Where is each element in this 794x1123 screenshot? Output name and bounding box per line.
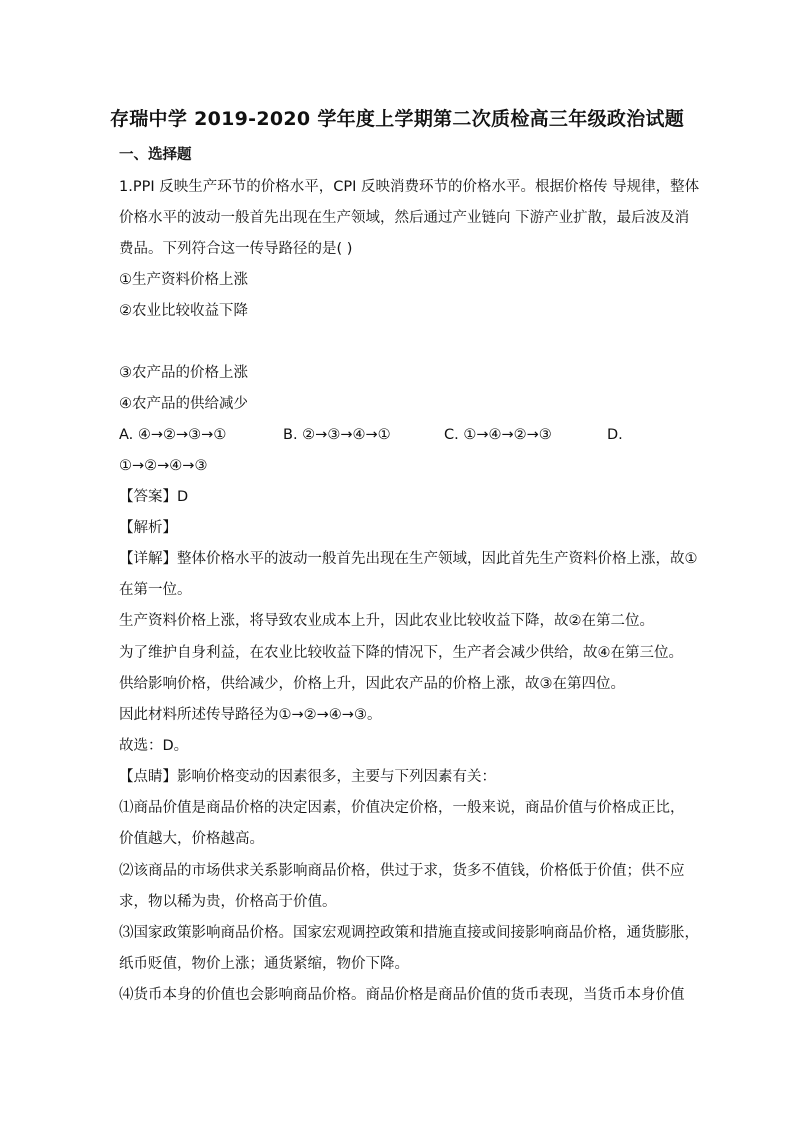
statement-3: ③农产品的价格上涨 [119,365,248,381]
detail-line-7: 故选：D。 [119,738,189,754]
comment-line-4: ⑵该商品的市场供求关系影响商品价格，供过于求，货多不值钱，价格低于价值；供不应 [119,863,685,879]
option-b: B. ②→③→④→① [283,427,391,443]
comment-line-3: 价值越大，价格越高。 [119,831,264,847]
statement-4: ④农产品的供给减少 [119,396,248,412]
comment-line-1: 【点睛】影响价格变动的因素很多，主要与下列因素有关： [119,769,496,785]
comment-line-5: 求，物以稀为贵，价格高于价值。 [119,894,337,910]
detail-line-4: 为了维护自身利益，在农业比较收益下降的情况下，生产者会减少供给，故④在第三位。 [119,645,683,661]
detail-line-2: 在第一位。 [119,582,192,598]
analysis-label: 【解析】 [119,520,177,536]
comment-line-7: 纸币贬值，物价上涨；通货紧缩，物价下降。 [119,956,409,972]
detail-line-6: 因此材料所述传导路径为①→②→④→③。 [119,707,382,723]
comment-line-8: ⑷货币本身的价值也会影响商品价格。商品价格是商品价值的货币表现，当货币本身价值 [119,987,685,1003]
exam-title: 存瑞中学 2019-2020 学年度上学期第二次质检高三年级政治试题 [109,108,685,130]
detail-line-3: 生产资料价格上涨，将导致农业成本上升，因此农业比较收益下降，故②在第二位。 [119,613,654,629]
statement-2: ②农业比较收益下降 [119,303,248,319]
option-c: C. ①→④→②→③ [444,427,552,443]
question-stem-line-2: 价格水平的波动一般首先出现在生产领域，然后通过产业链向 下游产业扩散，最后波及消 [119,210,690,226]
comment-line-2: ⑴商品价值是商品价格的决定因素，价值决定价格，一般来说，商品价值与价格成正比， [119,800,685,816]
statement-1: ①生产资料价格上涨 [119,272,248,288]
question-stem-line-3: 费品。下列符合这一传导路径的是( ) [119,241,353,257]
answer-line: 【答案】D [119,489,189,505]
comment-line-6: ⑶国家政策影响商品价格。国家宏观调控政策和措施直接或间接影响商品价格，通货膨胀， [119,925,699,941]
detail-line-5: 供给影响价格，供给减少，价格上升，因此农产品的价格上涨，故③在第四位。 [119,676,625,692]
section-heading: 一、选择题 [119,147,192,163]
question-stem-line-1: 1.PPI 反映生产环节的价格水平，CPI 反映消费环节的价格水平。根据价格传 导规律，整体 [119,179,700,195]
option-d: D. [607,427,623,443]
option-d-sequence: ①→②→④→③ [119,458,208,474]
option-a: A. ④→②→③→① [119,427,227,443]
detail-line-1: 【详解】整体价格水平的波动一般首先出现在生产领域，因此首先生产资料价格上涨，故① [119,551,698,567]
